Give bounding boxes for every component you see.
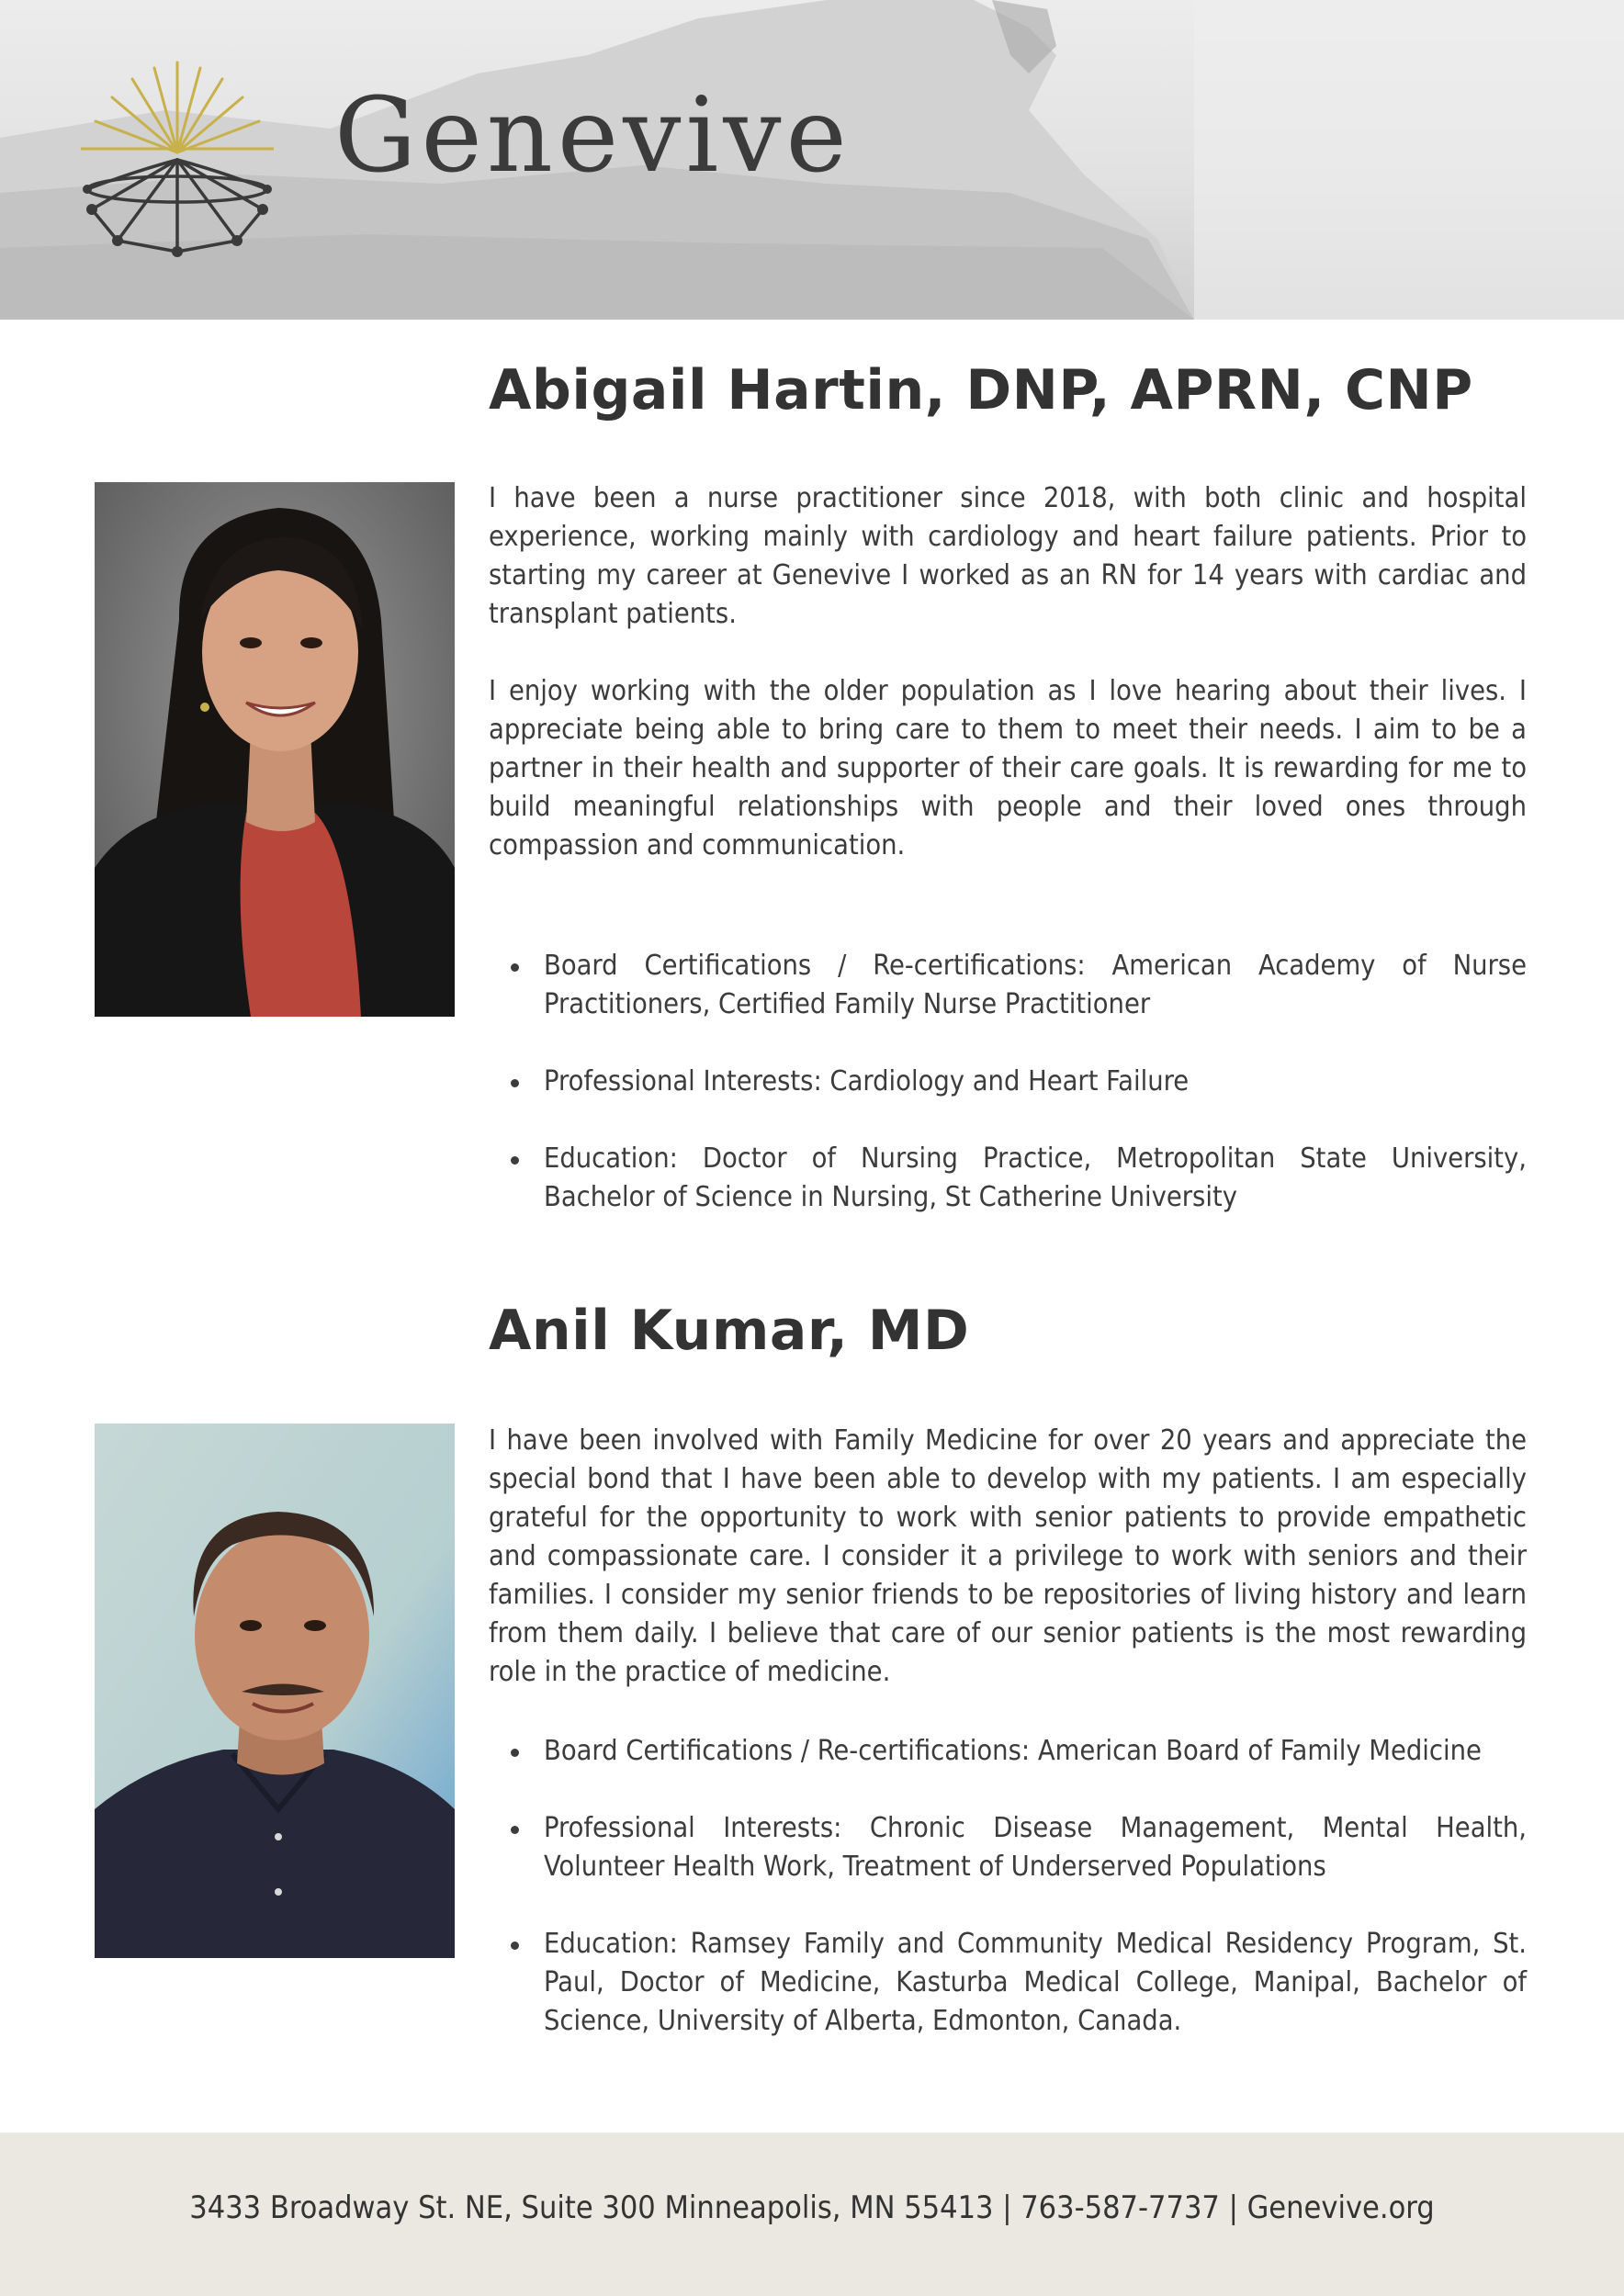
profile-bio: [489, 1422, 1527, 1692]
sunburst-network-logo: [81, 61, 274, 263]
bio-paragraph: I enjoy working with the older population as I love hearing about their lives. I appreciate being able to bring care to them to meet their needs. I aim to be a partner in their health and supporter of their care goals. It is rewarding for me to build meaningful relationships with people and their loved ones through compassion and communication.: [489, 675, 1527, 861]
page-footer: [0, 2133, 1624, 2296]
list-item: Board Certifications / Re-certifications: American Board of Family Medicine: [489, 1732, 1527, 1771]
profile-photo: [95, 482, 455, 1017]
contact-info: 3433 Broadway St. NE, Suite 300 Minneapolis, MN 55413 | 763-587-7737 | Genevive.org: [189, 2189, 1435, 2226]
page-header: [0, 0, 1624, 320]
list-item: Education: Doctor of Nursing Practice, Metropolitan State University, Bachelor of Science in Nursing, St Catherine University: [489, 1140, 1527, 1217]
profile-bio: [489, 479, 1527, 865]
sun-rays-icon: [81, 62, 274, 152]
list-item: Board Certifications / Re-certifications: American Academy of Nurse Practitioners, Certified Family Nurse Practitioner: [489, 947, 1527, 1024]
profile-name: Abigail Hartin, DNP, APRN, CNP: [489, 358, 1473, 422]
profile-facts-list: [489, 1732, 1527, 2041]
portrait-woman-icon: [95, 482, 455, 1017]
list-item: Professional Interests: Chronic Disease Management, Mental Health, Volunteer Health Work, Treatment of Underserved Populations: [489, 1809, 1527, 1886]
list-item: Professional Interests: Cardiology and Heart Failure: [489, 1063, 1527, 1101]
bio-paragraph: I have been involved with Family Medicine for over 20 years and appreciate the special bond that I have been able to develop with my patients. I am especially grateful for the opportunity to work with senior patients to provide empathetic and compassionate care. I consider it a privilege to work with seniors and their families. I consider my senior friends to be repositories of living history and learn from them daily. I believe that care of our senior patients is the most rewarding role in the practice of medicine.: [489, 1424, 1527, 1688]
profile-facts-list: [489, 947, 1527, 1217]
list-item: Education: Ramsey Family and Community Medical Residency Program, St. Paul, Doctor of Medicine, Kasturba Medical College, Manipal, Bachelor of Science, University of Alberta, Edmonton, Canada.: [489, 1925, 1527, 2041]
profile-name: Anil Kumar, MD: [489, 1299, 970, 1363]
bio-paragraph: I have been a nurse practitioner since 2018, with both clinic and hospital experience, working mainly with cardiology and heart failure patients. Prior to starting my career at Genevive I worked as an RN for 14 years with cardiac and transplant patients.: [489, 482, 1527, 630]
portrait-man-icon: [95, 1424, 455, 1958]
profile-photo: [95, 1424, 455, 1958]
brand-name: Genevive: [334, 76, 851, 196]
